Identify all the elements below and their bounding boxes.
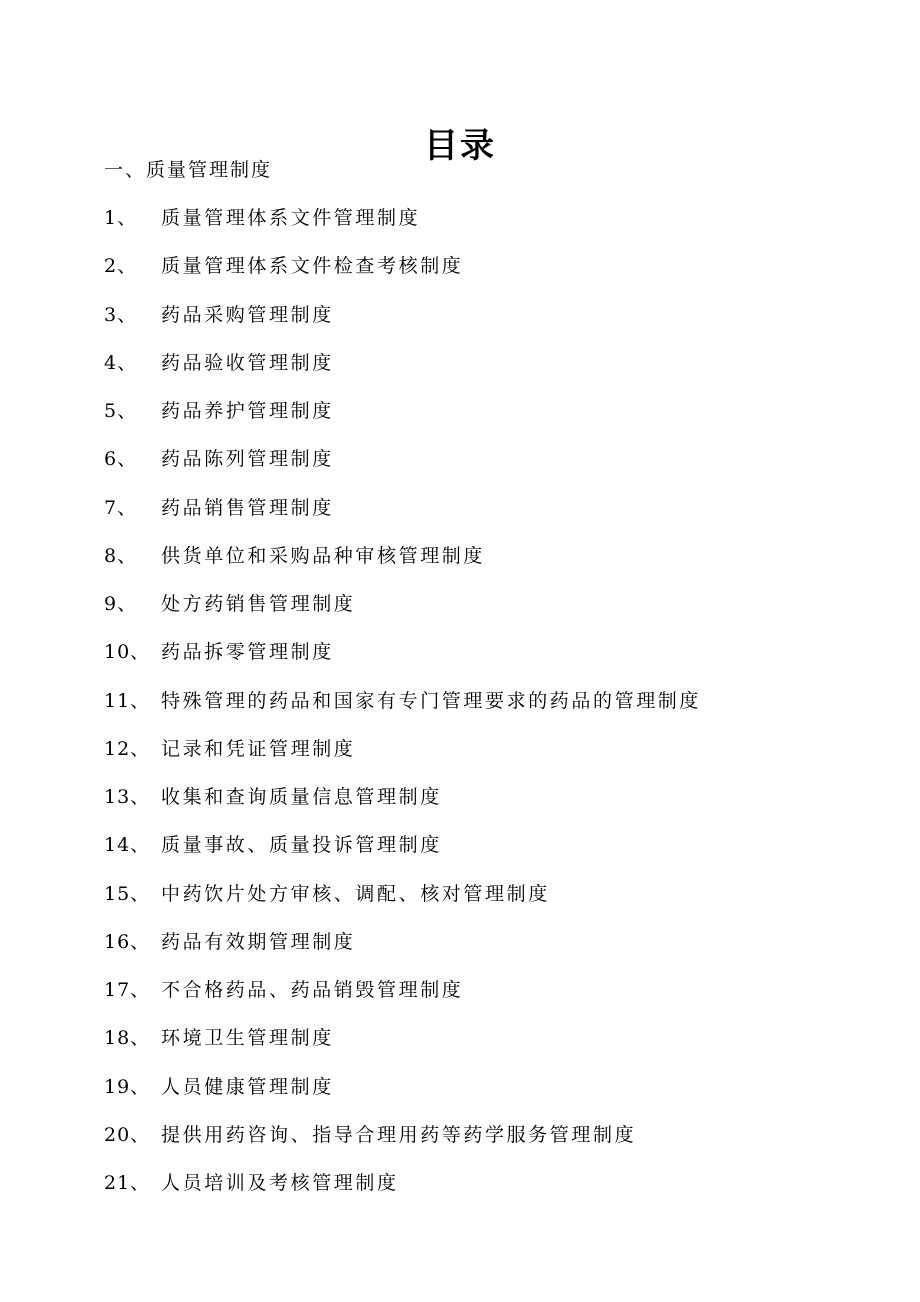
toc-item-number: 6、 — [104, 448, 138, 471]
toc-item-number: 20、 — [104, 1123, 151, 1146]
toc-item-number: 11、 — [104, 689, 151, 712]
toc-item-number: 5、 — [104, 400, 138, 422]
toc-item — [104, 928, 880, 976]
toc-item-number: 16、 — [104, 930, 151, 953]
toc-item-text: 药品陈列管理制度 — [161, 448, 334, 471]
toc-item — [104, 783, 880, 831]
toc-item-number: 21、 — [104, 1172, 151, 1194]
toc-item-text: 记录和凭证管理制度 — [161, 737, 356, 760]
section-heading: 一、质量管理制度 — [104, 159, 273, 181]
toc-item-text: 中药饮片处方审核、调配、核对管理制度 — [161, 882, 550, 905]
toc-item-text: 特殊管理的药品和国家有专门管理要求的药品的管理制度 — [161, 689, 702, 712]
toc-item-number: 1、 — [104, 207, 138, 229]
toc-item-number: 4、 — [104, 351, 138, 374]
toc-item-text: 质量事故、质量投诉管理制度 — [161, 834, 442, 857]
toc-item-text: 药品有效期管理制度 — [161, 930, 356, 953]
toc-item-text: 药品验收管理制度 — [161, 351, 334, 374]
toc-item — [104, 301, 880, 349]
toc-item-text: 药品销售管理制度 — [161, 496, 334, 519]
toc-item — [104, 349, 880, 397]
toc-item-number: 7、 — [104, 496, 138, 519]
toc-item — [104, 831, 880, 879]
toc-item — [104, 687, 880, 735]
toc-item — [104, 590, 880, 638]
toc-item — [104, 638, 880, 686]
toc-item — [104, 976, 880, 1024]
toc-item — [104, 1073, 880, 1121]
toc-item — [104, 397, 880, 445]
toc-item-text: 药品拆零管理制度 — [161, 641, 334, 664]
toc-item-text: 供货单位和采购品种审核管理制度 — [161, 544, 486, 567]
toc-item — [104, 445, 880, 493]
toc-item-number: 3、 — [104, 303, 138, 326]
toc-item-text: 提供用药咨询、指导合理用药等药学服务管理制度 — [161, 1123, 637, 1146]
toc-item-number: 10、 — [104, 641, 151, 664]
toc-item-number: 18、 — [104, 1027, 151, 1050]
toc-item-number: 17、 — [104, 979, 151, 1001]
toc-item — [104, 735, 880, 783]
toc-item-text: 收集和查询质量信息管理制度 — [161, 786, 442, 808]
toc-item-text: 质量管理体系文件管理制度 — [161, 207, 421, 229]
toc-item-number: 9、 — [104, 593, 138, 615]
toc-item-number: 8、 — [104, 544, 138, 567]
toc-item-number: 14、 — [104, 834, 151, 857]
toc-item-text: 药品养护管理制度 — [161, 400, 334, 422]
toc-item-text: 不合格药品、药品销毁管理制度 — [161, 979, 464, 1001]
toc-item — [104, 494, 880, 542]
toc-item-number: 19、 — [104, 1075, 151, 1098]
toc-item-text: 质量管理体系文件检查考核制度 — [161, 255, 464, 278]
toc-item — [104, 1024, 880, 1072]
toc-item-text: 人员健康管理制度 — [161, 1075, 334, 1098]
table-of-contents — [104, 204, 880, 1217]
toc-item — [104, 1121, 880, 1169]
toc-item — [104, 542, 880, 590]
toc-item — [104, 880, 880, 928]
toc-item — [104, 252, 880, 300]
toc-item — [104, 204, 880, 252]
toc-item-text: 处方药销售管理制度 — [161, 593, 356, 615]
toc-item-text: 环境卫生管理制度 — [161, 1027, 334, 1050]
toc-item-number: 13、 — [104, 786, 151, 808]
document-title: 目录 — [424, 125, 496, 166]
toc-item-number: 2、 — [104, 255, 138, 278]
toc-item-text: 药品采购管理制度 — [161, 303, 334, 326]
toc-item-number: 12、 — [104, 737, 151, 760]
toc-item — [104, 1169, 880, 1217]
toc-item-number: 15、 — [104, 882, 151, 905]
toc-item-text: 人员培训及考核管理制度 — [161, 1172, 399, 1194]
